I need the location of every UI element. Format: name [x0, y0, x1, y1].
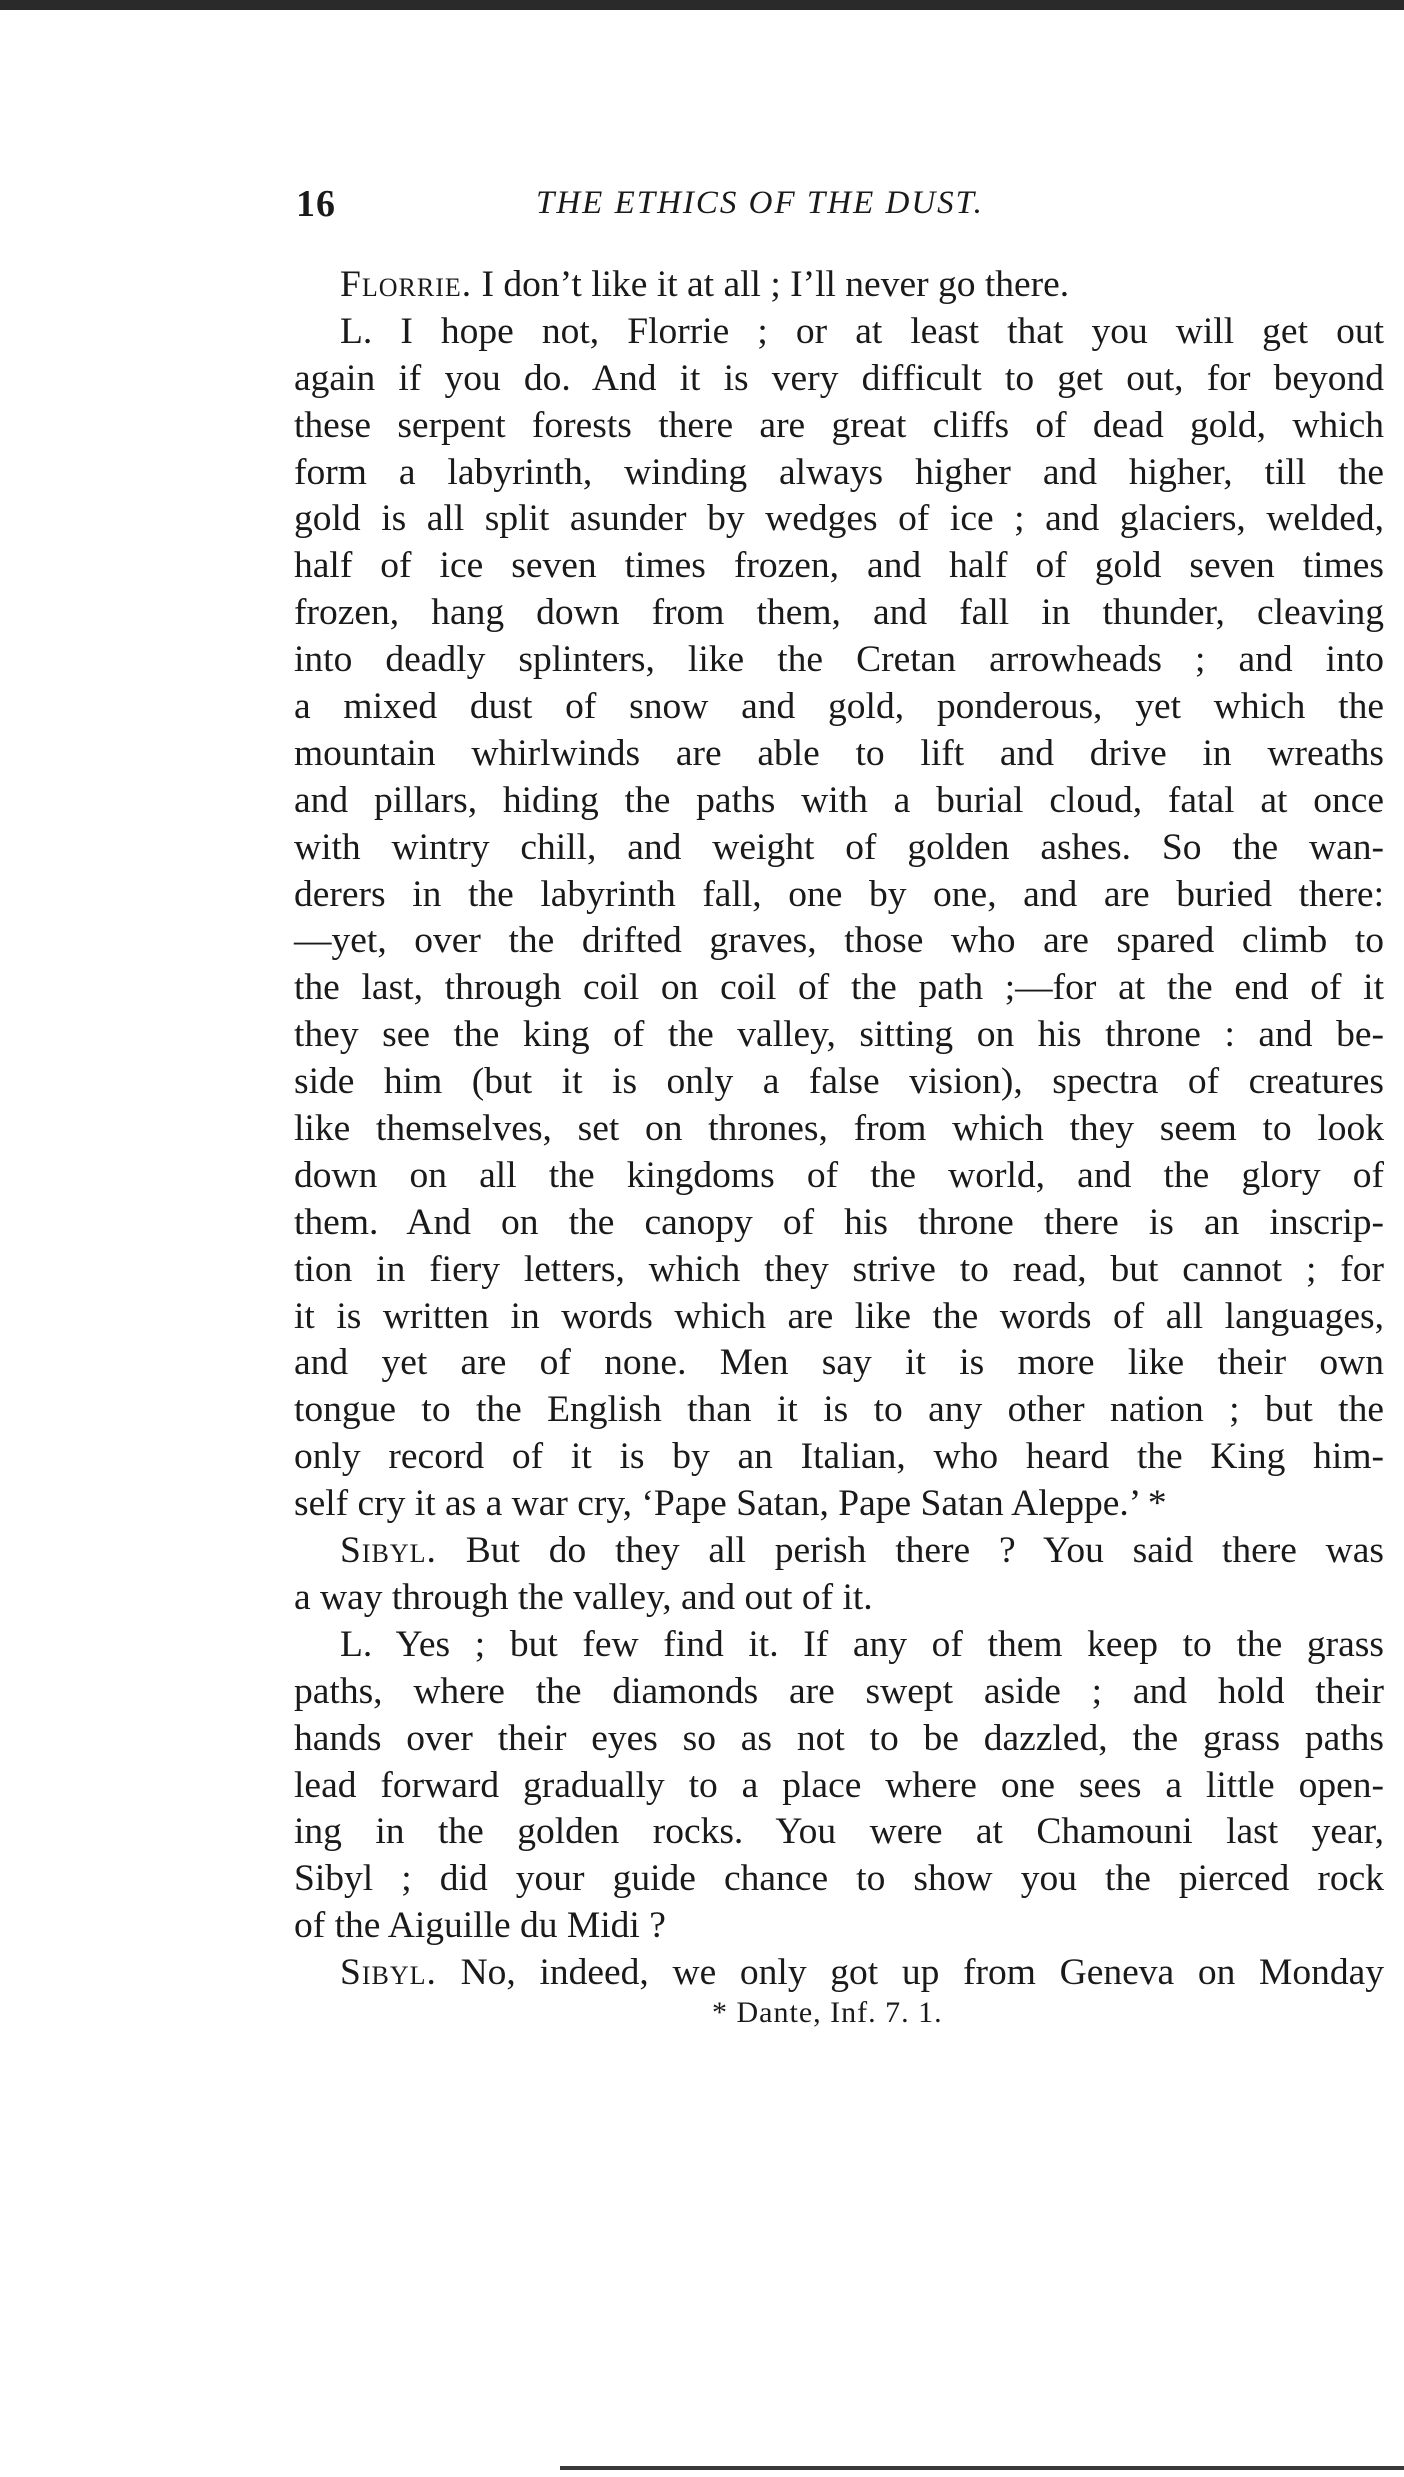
- paragraph-line: them. And on the canopy of his throne there is an inscrip-: [294, 1201, 1384, 1243]
- paragraph-line: half of ice seven times frozen, and half of gold seven times: [294, 545, 1384, 587]
- paragraph-line: tongue to the English than it is to any other nation ; but the: [294, 1389, 1384, 1431]
- paragraph-line: Sibyl. No, indeed, we only got up from Geneva on Monday: [340, 1952, 1384, 1994]
- paragraph-line: a mixed dust of snow and gold, ponderous, yet which the: [294, 686, 1384, 728]
- paragraph-line: form a labyrinth, winding always higher and higher, till the: [294, 451, 1384, 493]
- paragraph-line: derers in the labyrinth fall, one by one, and are buried there:: [294, 873, 1384, 915]
- paragraph-line: tion in fiery letters, which they strive to read, but cannot ; for: [294, 1248, 1384, 1290]
- paragraph-line: they see the king of the valley, sitting on his throne : and be-: [294, 1014, 1384, 1056]
- paragraph-line: frozen, hang down from them, and fall in thunder, cleaving: [294, 592, 1384, 634]
- paragraph-line: —yet, over the drifted graves, those who are spared climb to: [294, 920, 1384, 962]
- paragraph-line: again if you do. And it is very difficult to get out, for beyond: [294, 357, 1384, 399]
- speaker-name: Sibyl.: [340, 1952, 437, 1994]
- paragraph-line: these serpent forests there are great cliffs of dead gold, which: [294, 404, 1384, 446]
- body-text: [294, 262, 1384, 1997]
- paragraph-line: L. Yes ; but few find it. If any of them keep to the grass: [340, 1623, 1384, 1665]
- paragraph-line: only record of it is by an Italian, who heard the King him-: [294, 1436, 1384, 1478]
- footnote: * Dante, Inf. 7. 1.: [712, 1996, 943, 2029]
- paragraph-line: the last, through coil on coil of the path ;—for at the end of it: [294, 967, 1384, 1009]
- paragraph-line: into deadly splinters, like the Cretan arrowheads ; and into: [294, 639, 1384, 681]
- paragraph-line: Sibyl. But do they all perish there ? You said there was: [340, 1530, 1384, 1572]
- paragraph-line: it is written in words which are like the words of all languages,: [294, 1295, 1384, 1337]
- paragraph-line: Florrie. I don’t like it at all ; I’ll never go there.: [340, 264, 1070, 305]
- paragraph-line: lead forward gradually to a place where one sees a little open-: [294, 1764, 1384, 1806]
- speaker-name: Sibyl.: [340, 1530, 437, 1572]
- paragraph-line: side him (but it is only a false vision), spectra of creatures: [294, 1061, 1384, 1103]
- paragraph-line: down on all the kingdoms of the world, and the glory of: [294, 1154, 1384, 1196]
- paragraph-line: gold is all split asunder by wedges of ice ; and glaciers, welded,: [294, 498, 1384, 540]
- paragraph-line: of the Aiguille du Midi ?: [294, 1905, 666, 1947]
- paragraph-line: a way through the valley, and out of it.: [294, 1576, 873, 1618]
- speaker-name: Florrie.: [340, 264, 473, 305]
- paragraph-line: self cry it as a war cry, ‘Pape Satan, Pape Satan Aleppe.’ *: [294, 1483, 1167, 1525]
- paragraph-line: with wintry chill, and weight of golden ashes. So the wan-: [294, 826, 1384, 868]
- page-header: [296, 182, 1096, 232]
- top-edge-shadow: [0, 0, 1404, 10]
- paragraph-line: like themselves, set on thrones, from which they seem to look: [294, 1108, 1384, 1150]
- paragraph-line: paths, where the diamonds are swept aside ; and hold their: [294, 1670, 1384, 1712]
- paragraph-line: Sibyl ; did your guide chance to show you the pierced rock: [294, 1858, 1384, 1900]
- page-number: 16: [296, 183, 336, 225]
- paragraph-line: ing in the golden rocks. You were at Chamouni last year,: [294, 1811, 1384, 1853]
- paragraph-line: and yet are of none. Men say it is more like their own: [294, 1342, 1384, 1384]
- paragraph-line: L. I hope not, Florrie ; or at least that you will get out: [340, 310, 1384, 352]
- bottom-edge-shadow: [560, 2466, 1404, 2470]
- paragraph-line: and pillars, hiding the paths with a burial cloud, fatal at once: [294, 779, 1384, 821]
- paragraph-line: hands over their eyes so as not to be dazzled, the grass paths: [294, 1717, 1384, 1759]
- paragraph-line: mountain whirlwinds are able to lift and drive in wreaths: [294, 732, 1384, 774]
- running-head: THE ETHICS OF THE DUST.: [536, 185, 984, 221]
